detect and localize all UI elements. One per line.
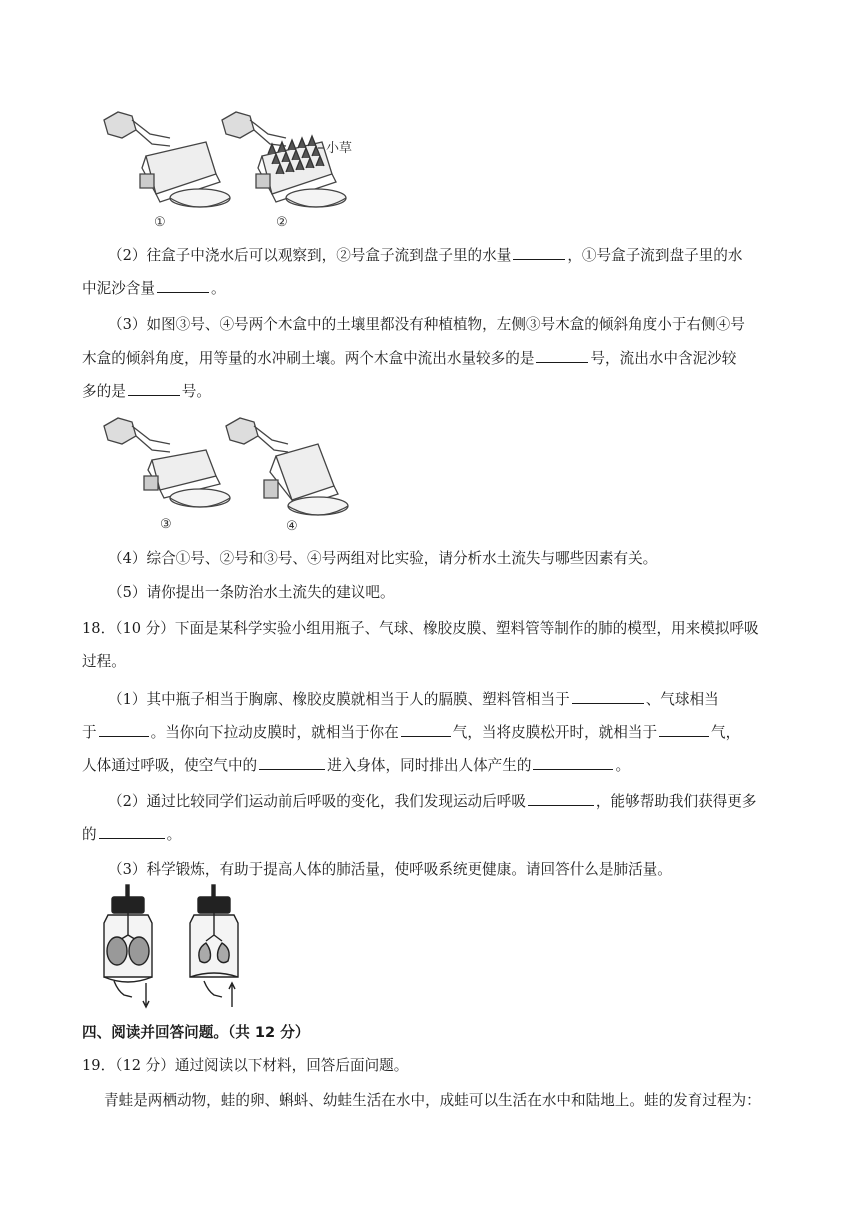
q17-5: （5）请你提出一条防治水土流失的建议吧。	[108, 584, 395, 601]
q19-line1: 19．（12 分）通过阅读以下材料，回答后面问题。	[82, 1057, 409, 1074]
q18-line1: 18．（10 分）下面是某科学实验小组用瓶子、气球、橡胶皮膜、塑料管等制作的肺的模型，用来模拟呼吸	[82, 620, 759, 637]
answer-blank[interactable]	[401, 722, 451, 737]
lung-model-exhale	[190, 885, 238, 1007]
lung-model-inhale	[104, 885, 152, 1007]
figure-label-3: ③	[160, 517, 172, 532]
figure-label-2: ②	[276, 215, 288, 230]
q17-4: （4）综合①号、②号和③号、④号两组对比实验，请分析水土流失与哪些因素有关。	[108, 550, 658, 567]
answer-blank[interactable]	[572, 689, 644, 704]
answer-blank[interactable]	[157, 278, 209, 293]
figure-soil-boxes-1-2	[96, 104, 366, 234]
answer-blank[interactable]	[99, 722, 149, 737]
q18-2-line1: （2）通过比较同学们运动前后呼吸的变化，我们发现运动后呼吸 ，能够帮助我们获得更多	[108, 793, 757, 810]
figure-lung-model	[100, 885, 260, 1013]
q18-3: （3）科学锻炼，有助于提高人体的肺活量，使呼吸系统更健康。请回答什么是肺活量。	[108, 861, 672, 878]
q18-1-line2: 于 。当你向下拉动皮膜时，就相当于你在 气，当将皮膜松开时，就相当于 气，	[82, 724, 741, 741]
answer-blank[interactable]	[128, 381, 180, 396]
q17-2-line1: （2）往盒子中浇水后可以观察到，②号盒子流到盘子里的水量 ，①号盒子流到盘子里的水	[108, 247, 743, 264]
answer-blank[interactable]	[259, 755, 325, 770]
box-2-illustration	[222, 112, 346, 207]
q18-1-line3: 人体通过呼吸，使空气中的 进入身体，同时排出人体产生的 。	[82, 757, 631, 774]
q18-line2: 过程。	[82, 653, 126, 670]
box-3-illustration	[104, 418, 230, 507]
figure-soil-boxes-3-4	[96, 410, 366, 540]
box-4-illustration	[226, 418, 348, 515]
section-4-heading: 四、阅读并回答问题。（共 12 分）	[82, 1024, 310, 1041]
q17-3-line1: （3）如图③号、④号两个木盒中的土壤里都没有种植植物，左侧③号木盒的倾斜角度小于右侧④号	[108, 316, 745, 333]
figure-label-1: ①	[154, 215, 166, 230]
answer-blank[interactable]	[513, 245, 565, 260]
q19-line2: 青蛙是两栖动物，蛙的卵、蝌蚪、幼蛙生活在水中，成蛙可以生活在水中和陆地上。蛙的发育过程为：	[104, 1092, 761, 1109]
answer-blank[interactable]	[536, 348, 588, 363]
figure-label-4: ④	[286, 519, 298, 534]
q17-2-line2: 中泥沙含量 。	[82, 280, 226, 297]
answer-blank[interactable]	[659, 722, 709, 737]
answer-blank[interactable]	[533, 755, 613, 770]
answer-blank[interactable]	[99, 824, 165, 839]
q17-3-line2: 木盒的倾斜角度，用等量的水冲刷土壤。两个木盒中流出水量较多的是 号，流出水中含泥沙较	[82, 350, 737, 367]
q18-2-line2: 的 。	[82, 826, 182, 843]
box-1-illustration	[104, 112, 230, 207]
q17-3-line3: 多的是 号。	[82, 383, 211, 400]
grass-label: 小草	[326, 141, 353, 156]
q18-1-line1: （1）其中瓶子相当于胸廓、橡胶皮膜就相当于人的膈膜、塑料管相当于 、气球相当	[108, 691, 719, 708]
answer-blank[interactable]	[528, 791, 594, 806]
